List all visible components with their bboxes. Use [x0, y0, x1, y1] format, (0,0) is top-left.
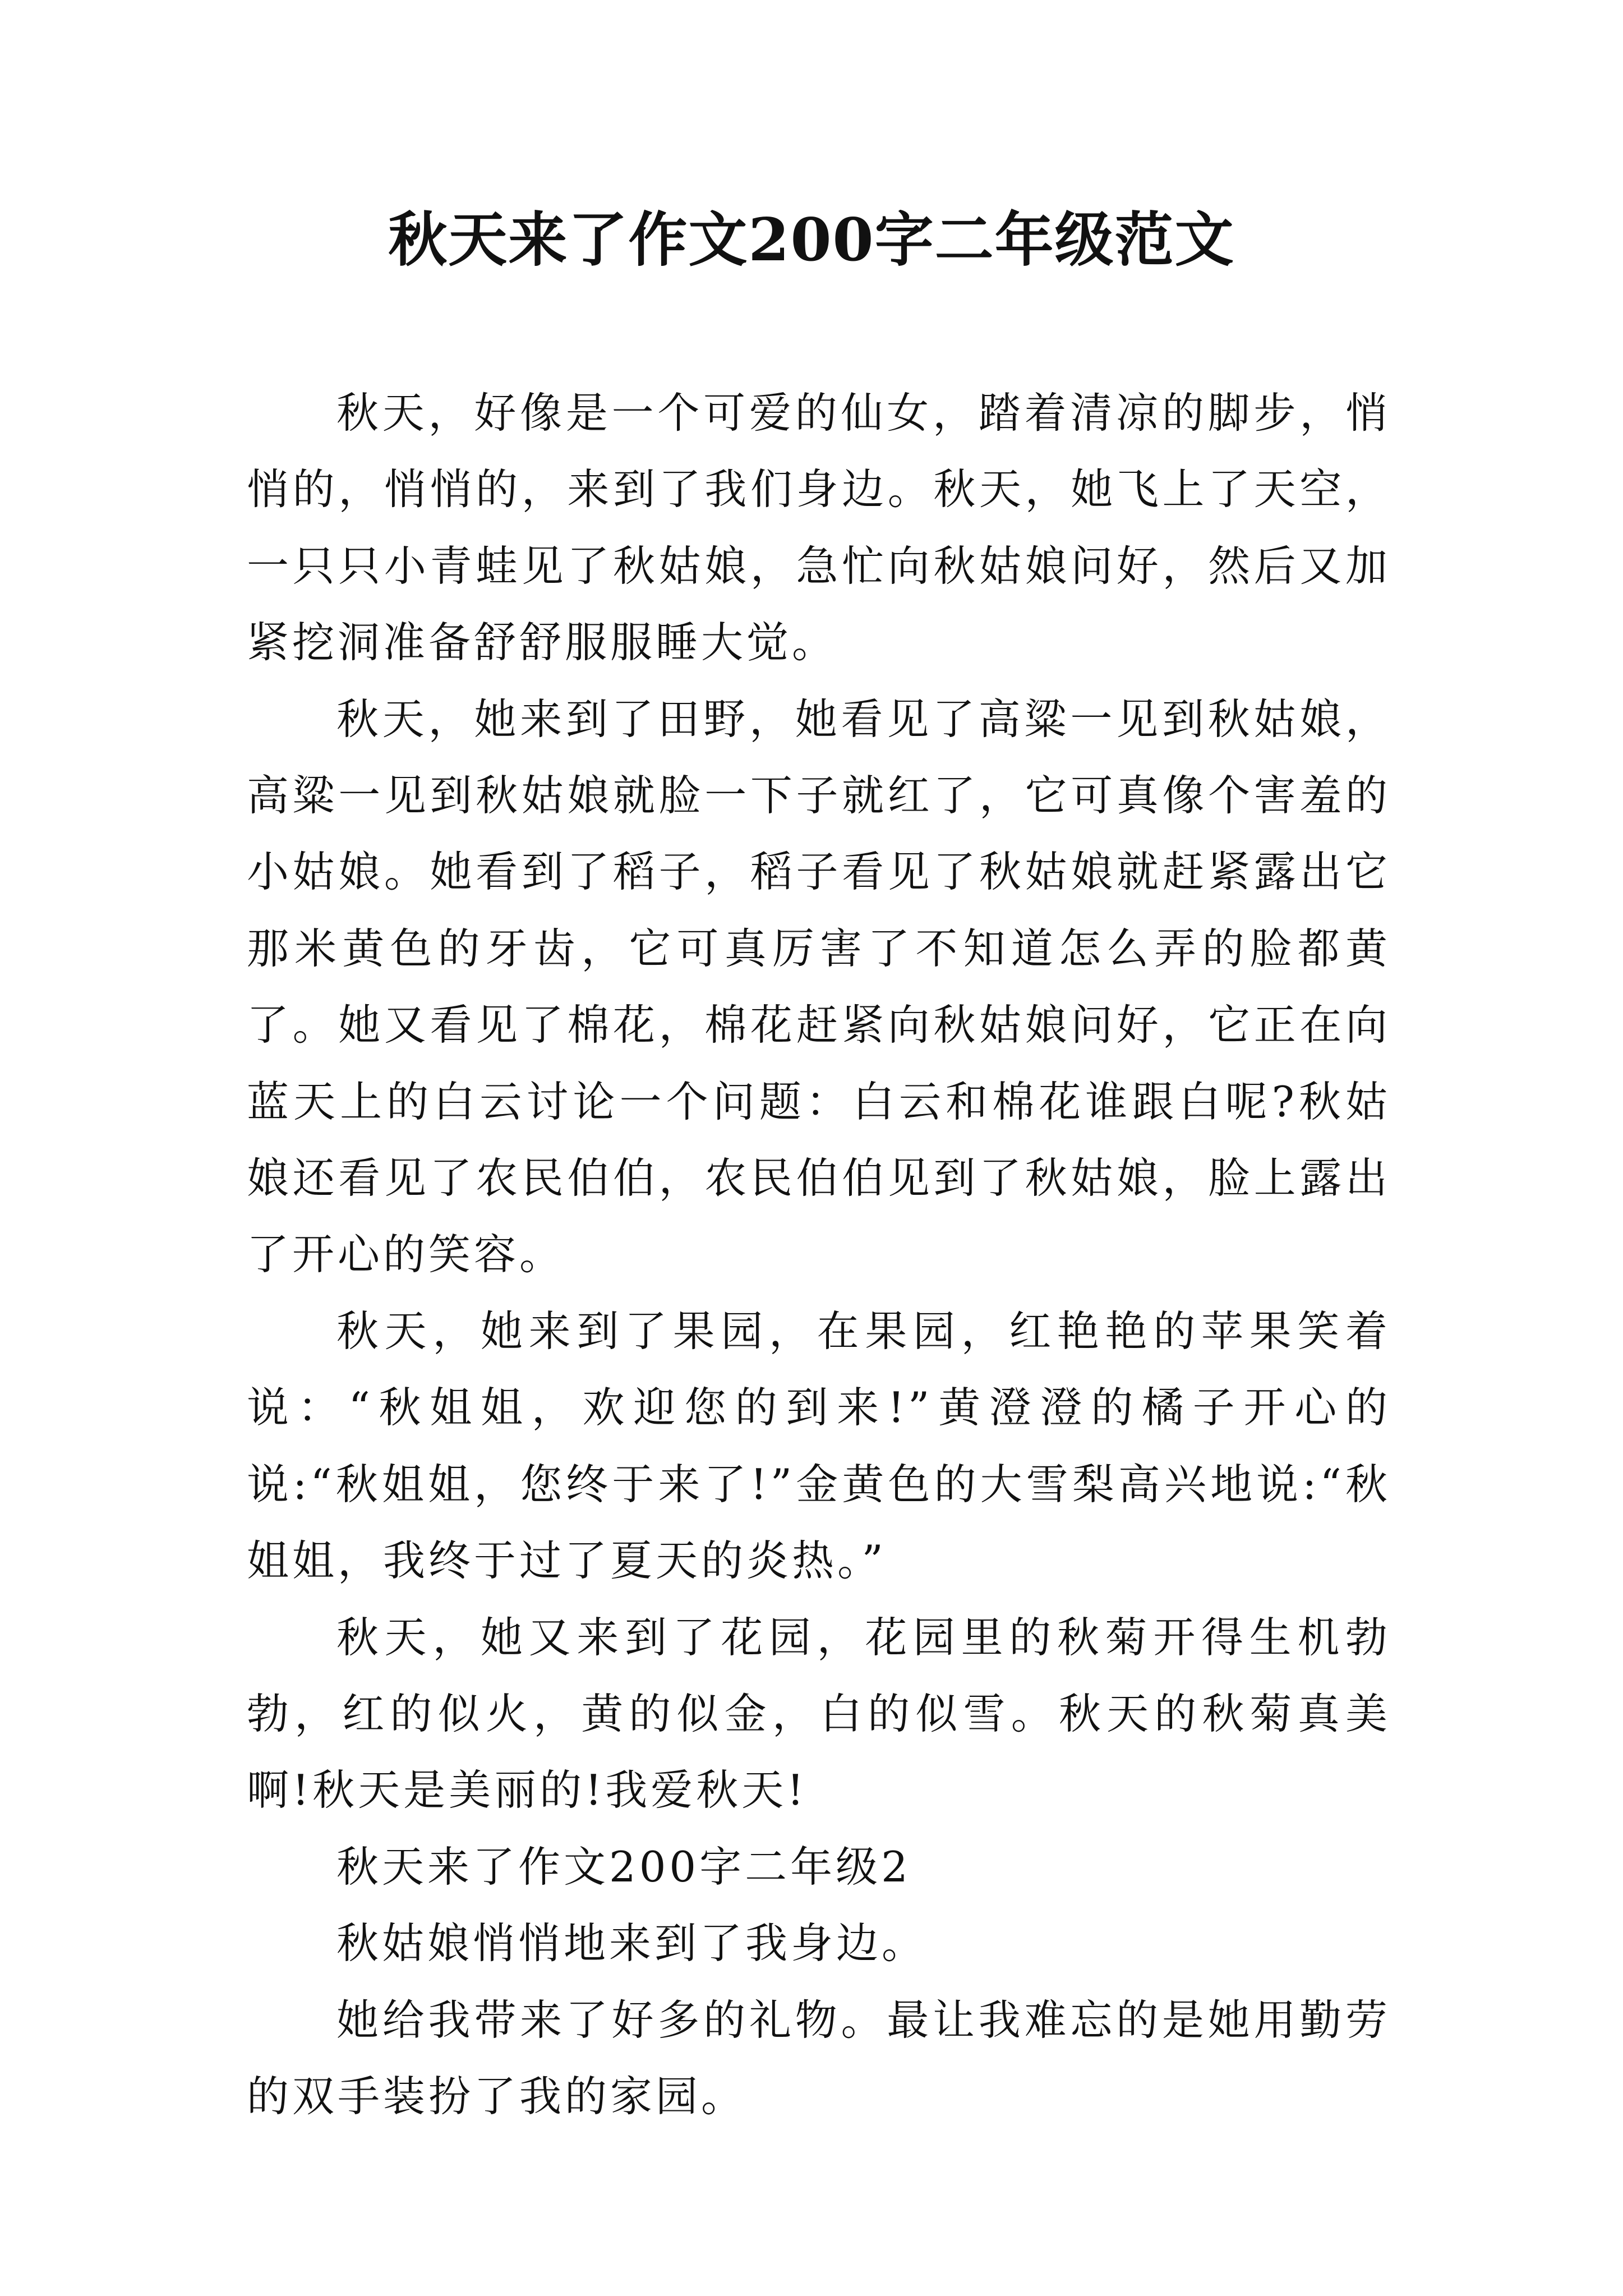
paragraph-3: 秋天，她来到了果园，在果园，红艳艳的苹果笑着说：“秋姐姐，欢迎您的到来!”黄澄澄的橘子开心的说:“秋姐姐，您终于来了!”金黄色的大雪梨高兴地说:“秋姐姐，我终于过了夏天的炎热。”: [247, 1306, 1391, 1586]
paragraph-4: 秋天，她又来到了花园，花园里的秋菊开得生机勃勃，红的似火，黄的似金，白的似雪。秋天的秋菊真美啊!秋天是美丽的!我爱秋天!: [247, 1612, 1391, 1815]
document-title: 秋天来了作文200字二年级范文: [388, 205, 1235, 274]
paragraph-2: 秋天，她来到了田野，她看见了高粱一见到秋姑娘，高粱一见到秋姑娘就脸一下子就红了，它可真像个害羞的小姑娘。她看到了稻子，稻子看见了秋姑娘就赶紧露出它那米黄色的牙齿，它可真厉害了不知道怎么弄的脸都黄了。她又看见了棉花，棉花赶紧向秋姑娘问好，它正在向蓝天上的白云讨论一个问题：白云和棉花谁跟白呢?秋姑娘还看见了农民伯伯，农民伯伯见到了秋姑娘，脸上露出了开心的笑容。: [247, 694, 1391, 1280]
document-body: [247, 375, 1391, 2134]
paragraph-1: 秋天，好像是一个可爱的仙女，踏着清凉的脚步，悄悄的，悄悄的，来到了我们身边。秋天，她飞上了天空，一只只小青蛙见了秋姑娘，急忙向秋姑娘问好，然后又加紧挖洞准备舒舒服服睡大觉。: [247, 388, 1391, 668]
paragraph-6: 她给我带来了好多的礼物。最让我难忘的是她用勤劳的双手装扮了我的家园。: [247, 1995, 1391, 2121]
section-heading-2: 秋天来了作文200字二年级2: [336, 1842, 911, 1892]
paragraph-5: 秋姑娘悄悄地来到了我身边。: [336, 1918, 928, 1968]
